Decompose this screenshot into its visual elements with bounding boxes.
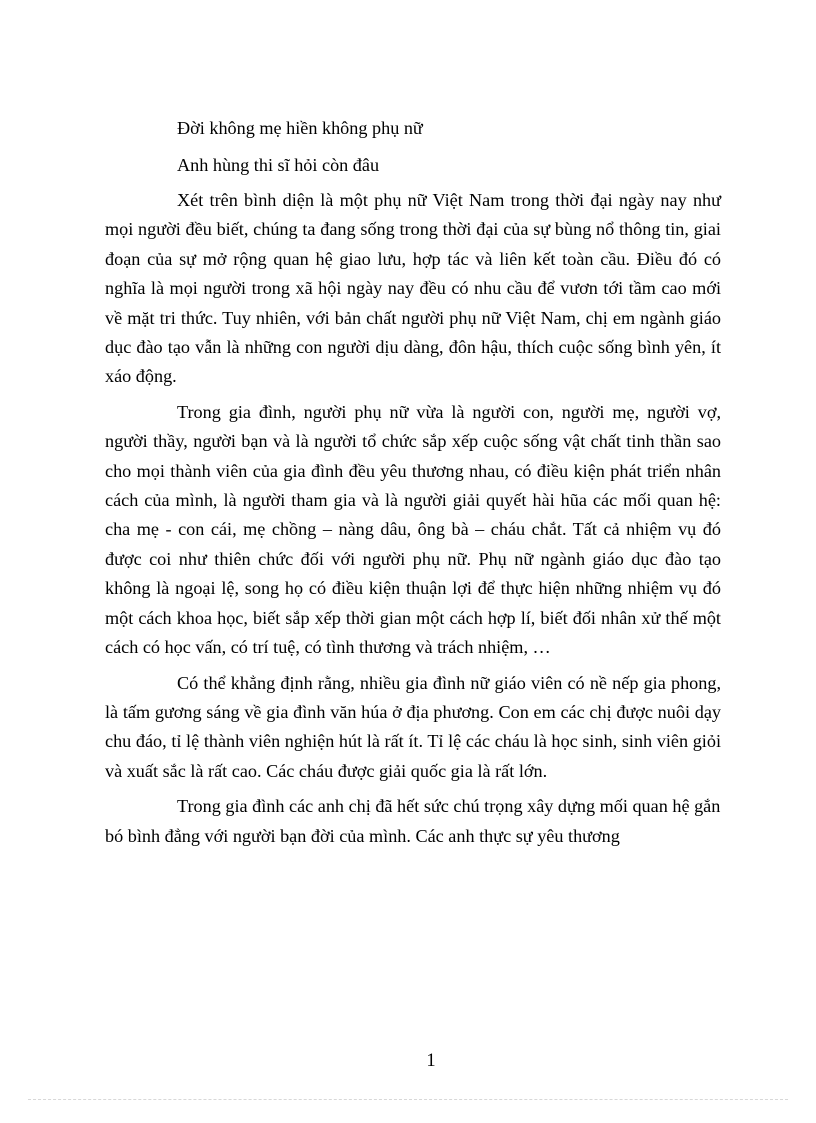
verse-line: Đời không mẹ hiền không phụ nữ [177,118,423,138]
paragraph: Có thể khẳng định rằng, nhiều gia đình nữ giáo viên có nề nếp gia phong, là tấm gương sáng về gia đình văn húa ở địa phương. Con em các chị được nuôi dạy chu đáo, tỉ lệ thành viên nghiện hút là rất ít. Tỉ lệ các cháu là học sinh, sinh viên giỏi và xuất sắc là rất cao. Các cháu được giải quốc gia là rất lớn. [105,672,721,781]
paragraph: Xét trên bình diện là một phụ nữ Việt Nam trong thời đại ngày nay như mọi người đều biết, chúng ta đang sống trong thời đại của sự bùng nổ thông tin, giai đoạn của sự mở rộng quan hệ giao lưu, hợp tác và liên kết toàn cầu. Điều đó có nghĩa là mọi người trong xã hội ngày nay đều có nhu cầu để vươn tới tầm cao mới về mặt tri thức. Tuy nhiên, với bản chất người phụ nữ Việt Nam, chị em ngành giáo dục đào tạo vẫn là những con người dịu dàng, đôn hậu, thích cuộc sống bình yên, ít xáo động. [105,190,721,387]
page-divider [28,1099,788,1100]
page-body [105,110,721,857]
paragraph: Trong gia đình, người phụ nữ vừa là người con, người mẹ, người vợ, người thầy, người bạn và là người tổ chức sắp xếp cuộc sống vật chất tinh thần sao cho mọi thành viên của gia đình đều yêu thương nhau, có điều kiện phát triển nhân cách của mình, là người tham gia và là người giải quyết hài hũa các mối quan hệ: cha mẹ - con cái, mẹ chồng – nàng dâu, ông bà – cháu chắt. Tất cả nhiệm vụ đó được coi như thiên chức đối với người phụ nữ. Phụ nữ ngành giáo dục đào tạo không là ngoại lệ, song họ có điều kiện thuận lợi để thực hiện những nhiệm vụ đó một cách khoa học, biết sắp xếp thời gian một cách hợp lí, biết đối nhân xử thế một cách có học vấn, có trí tuệ, có tình thương và trách nhiệm, … [105,401,721,658]
paragraph: Trong gia đình các anh chị đã hết sức chú trọng xây dựng mối quan hệ gắn bó bình đẳng với người bạn đời của mình. Các anh thực sự yêu thương [105,796,721,846]
page-number: 1 [426,1051,436,1071]
verse-line: Anh hùng thi sĩ hỏi còn đâu [177,155,380,175]
